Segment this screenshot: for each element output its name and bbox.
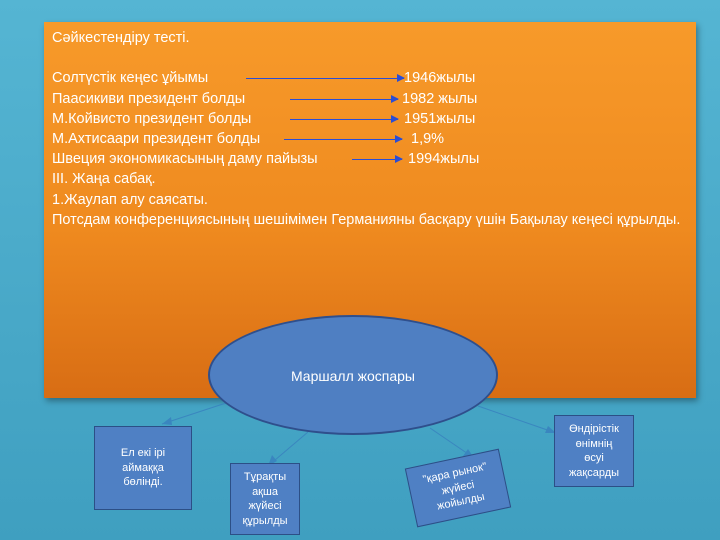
panel-title: Сәйкестендіру тесті. — [52, 30, 190, 46]
result-box: Ел екі ірі аймаққа бөлінді. — [94, 426, 192, 510]
central-label: Маршалл жоспары — [290, 368, 415, 384]
panel-paragraph: Потсдам конференциясының шешімімен Германияны басқару үшін Бақылау кеңесі құрылды. — [52, 211, 681, 228]
match-row: Паасикиви президент болды 1982 жылы — [52, 90, 478, 107]
central-ellipse — [208, 315, 498, 435]
topic-heading: 1.Жаулап алу саясаты. — [52, 191, 208, 208]
result-box: "қара рынок" жүйесі жойылды — [405, 449, 511, 528]
section-heading: ІІІ. Жаңа сабақ. — [52, 171, 156, 188]
match-row: М.Койвисто президент болды 1951жылы — [52, 110, 476, 127]
match-row: М.Ахтисаари президент болды 1,9% — [52, 130, 445, 147]
result-box: Өндірістік өнімнің өсуі жақсарды — [554, 415, 634, 487]
result-box: Тұрақты ақша жүйесі құрылды — [230, 463, 300, 535]
match-row: Швеция экономикасының даму пайызы 1994жылы — [52, 151, 480, 168]
match-row: Солтүстік кеңес ұйымы 1946жылы — [52, 70, 476, 87]
